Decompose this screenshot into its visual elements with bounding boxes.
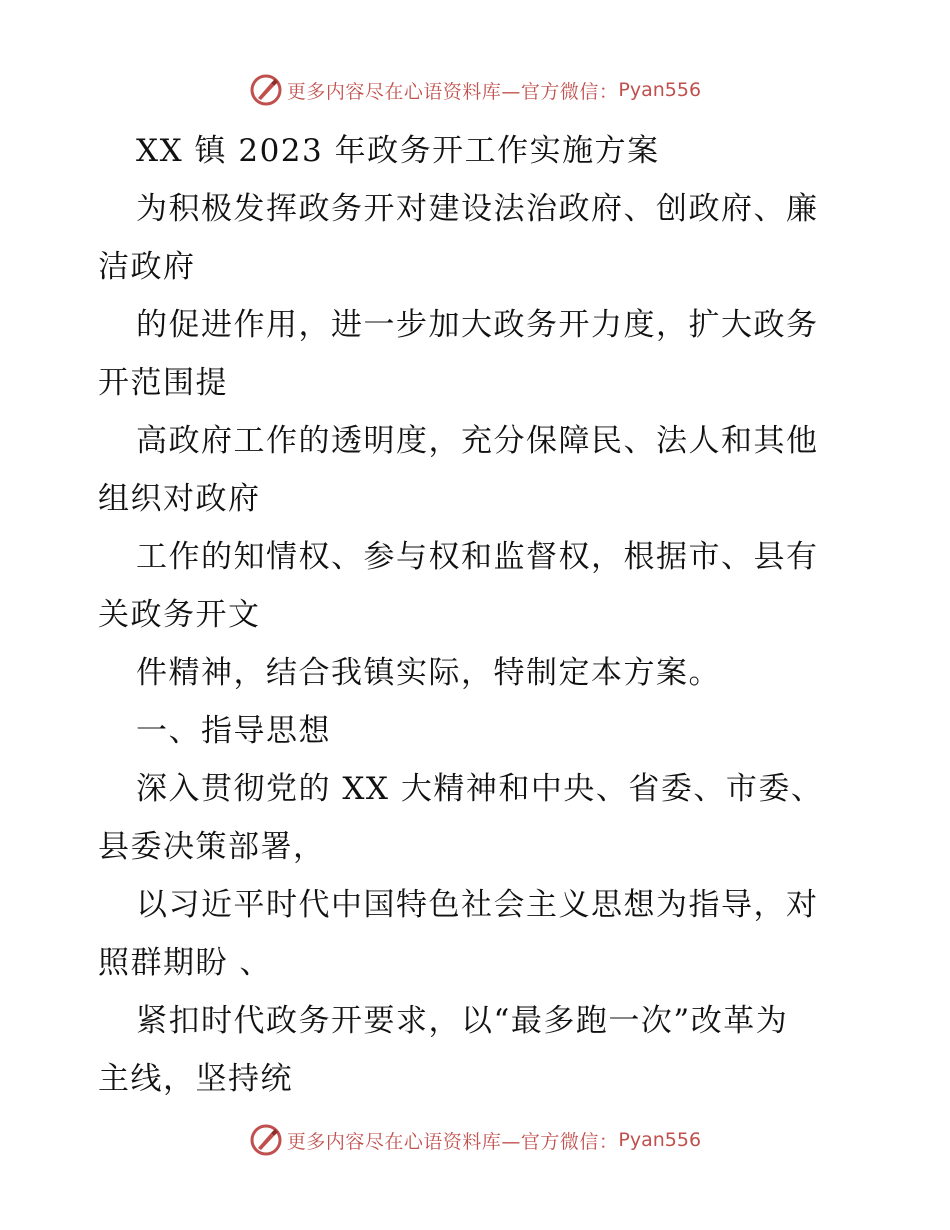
pen-logo-icon	[249, 1123, 283, 1157]
text-line: 洁政府	[98, 249, 196, 285]
pen-logo-icon	[249, 73, 283, 107]
text-line: 件精神，结合我镇实际，特制定本方案。	[136, 655, 721, 691]
text-line: 深入贯彻党的 XX 大精神和中央、省委、市委、	[136, 771, 824, 807]
text-line: 工作的知情权、参与权和监督权，根据市、县有	[136, 539, 819, 575]
document-title: XX 镇 2023 年政务开工作实施方案	[136, 133, 660, 169]
text-line: 照群期盼 、	[98, 945, 272, 981]
text-line: 为积极发挥政务开对建设法治政府、创政府、廉	[136, 191, 819, 227]
header-watermark	[0, 70, 950, 110]
text-line: 高政府工作的透明度，充分保障民、法人和其他	[136, 423, 819, 459]
text-line: 开范围提	[98, 365, 228, 401]
watermark-wechat-id: Pyan556	[618, 79, 702, 101]
document-body	[98, 122, 858, 1108]
watermark-wechat-id: Pyan556	[618, 1129, 702, 1151]
watermark-text: 更多内容尽在心语资料库—官方微信：	[286, 1130, 619, 1153]
watermark-text: 更多内容尽在心语资料库—官方微信：	[286, 80, 619, 103]
footer-watermark	[0, 1120, 950, 1160]
text-line: 的促进作用，进一步加大政务开力度，扩大政务	[136, 307, 819, 343]
text-line: 以习近平时代中国特色社会主义思想为指导，对	[136, 887, 819, 923]
text-line: 一、指导思想	[136, 713, 331, 749]
text-line: 县委决策部署，	[98, 829, 326, 865]
text-line: 关政务开文	[98, 597, 261, 633]
text-line: 组织对政府	[98, 481, 261, 517]
text-line: 主线，坚持统	[98, 1061, 293, 1097]
text-line: 紧扣时代政务开要求，以“最多跑一次”改革为	[136, 1003, 789, 1039]
